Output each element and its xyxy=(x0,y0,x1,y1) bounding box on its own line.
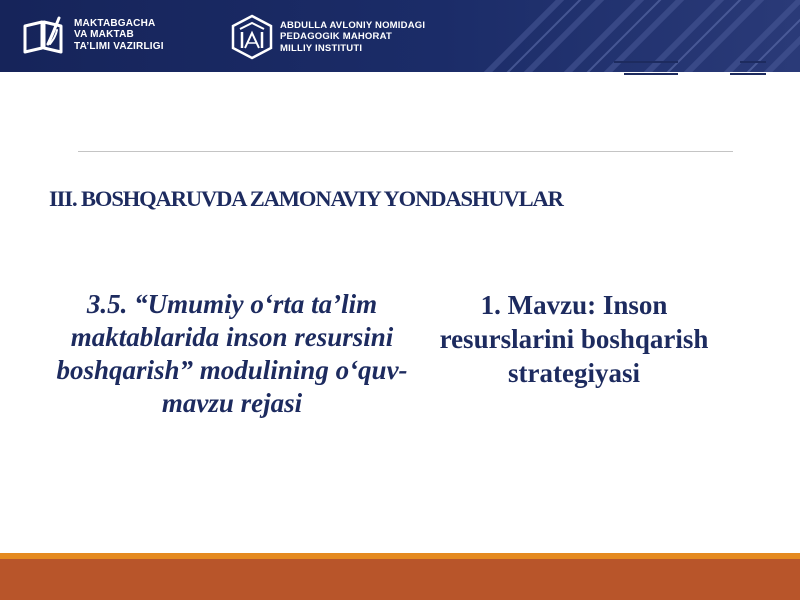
module-title: 3.5. “Umumiy o‘rta ta’lim maktablarida inson resursini boshqarish” modulining o‘quv-mavzu rejasi xyxy=(56,289,408,418)
open-book-icon xyxy=(22,14,64,56)
decorative-line xyxy=(730,73,766,75)
institute-name-line-1: ABDULLA AVLONIY NOMIDAGI xyxy=(280,19,426,31)
institute-hexagon-icon xyxy=(230,14,274,60)
header-banner xyxy=(0,0,800,72)
institute-name-line-2: PEDAGOGIK MAHORAT xyxy=(280,31,392,43)
ministry-name-line-2: VA MAKTAB xyxy=(74,29,134,41)
decorative-line xyxy=(740,61,766,63)
ministry-name xyxy=(74,18,164,53)
decorative-line xyxy=(614,61,678,63)
section-title: III. BOSHQARUVDA ZAMONAVIY YONDASHUVLAR xyxy=(49,186,563,211)
divider xyxy=(78,151,733,152)
institute-name xyxy=(280,20,425,55)
ministry-logo xyxy=(22,14,164,56)
institute-logo xyxy=(230,14,425,60)
topic-title: 1. Mavzu: Inson resurslarini boshqarish strategiyasi xyxy=(439,290,709,388)
institute-name-line-3: MILLIY INSTITUTI xyxy=(280,42,363,54)
footer-bar xyxy=(0,559,800,600)
ministry-name-line-3: TA’LIMI VAZIRLIGI xyxy=(74,40,164,52)
decorative-line xyxy=(624,73,678,75)
ministry-name-line-1: MAKTABGACHA xyxy=(74,17,156,29)
